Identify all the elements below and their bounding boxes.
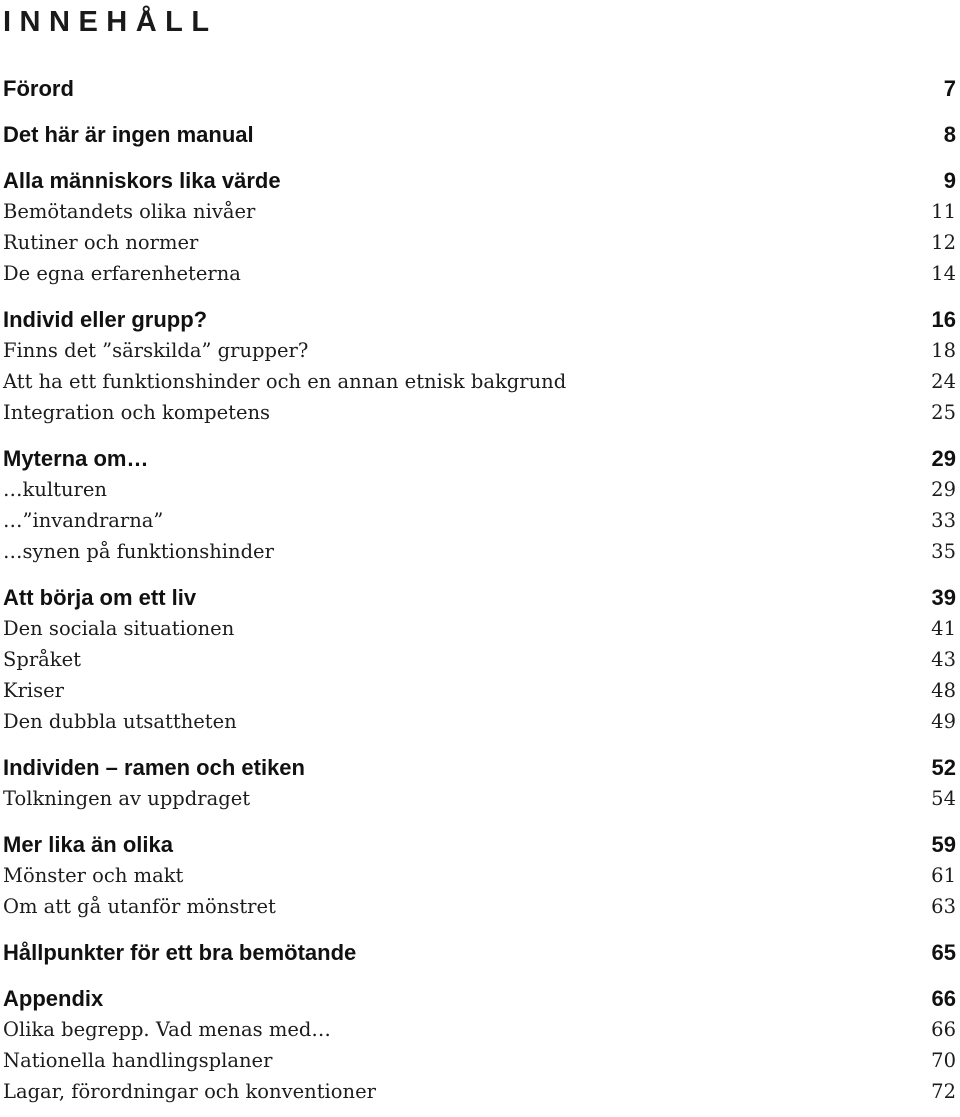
- toc-section-row: [3, 783, 956, 814]
- toc-section-row: [3, 613, 956, 644]
- toc-entry-title: Förord: [3, 76, 74, 101]
- toc-page-number: 61: [931, 864, 956, 887]
- toc-section-row: [3, 335, 956, 366]
- toc-section-row: [3, 1014, 956, 1045]
- toc-page-number: 63: [931, 895, 956, 918]
- toc-section-row: [3, 1076, 956, 1107]
- toc-entry-title: Finns det ”särskilda” grupper?: [3, 339, 309, 362]
- toc-chapter-row: [3, 753, 956, 783]
- toc-page-number: 24: [931, 370, 956, 393]
- toc-page-number: 72: [931, 1080, 956, 1103]
- toc-entry-title: Den sociala situationen: [3, 617, 235, 640]
- toc-entry-title: Det här är ingen manual: [3, 122, 254, 147]
- toc-entry-title: Nationella handlingsplaner: [3, 1049, 273, 1072]
- toc-page-number: 66: [931, 986, 956, 1011]
- toc-chapter-row: [3, 938, 956, 968]
- toc-entry-title: Om att gå utanför mönstret: [3, 895, 276, 918]
- toc-section-row: [3, 227, 956, 258]
- toc-entry-title: Olika begrepp. Vad menas med…: [3, 1018, 331, 1041]
- toc-page-number: 49: [931, 710, 956, 733]
- page-title: INNEHÅLL: [3, 6, 218, 38]
- toc-page-number: 14: [931, 262, 956, 285]
- toc-page-number: 7: [943, 76, 956, 101]
- toc-chapter-row: [3, 166, 956, 196]
- toc-entry-title: Språket: [3, 648, 81, 671]
- toc-entry-title: …synen på funktionshinder: [3, 540, 274, 563]
- toc-page-number: 43: [931, 648, 956, 671]
- toc-entry-title: Hållpunkter för ett bra bemötande: [3, 940, 357, 965]
- toc-section-row: [3, 860, 956, 891]
- toc-chapter-row: [3, 444, 956, 474]
- toc-entry-title: Att ha ett funktionshinder och en annan etnisk bakgrund: [3, 370, 567, 393]
- toc-section-row: [3, 366, 956, 397]
- toc-section-row: [3, 397, 956, 428]
- toc-page-number: 29: [931, 446, 956, 471]
- toc-page-number: 48: [931, 679, 956, 702]
- toc-page-number: 59: [931, 832, 956, 857]
- toc-section-row: [3, 644, 956, 675]
- toc-entry-title: Individen – ramen och etiken: [3, 755, 305, 780]
- toc-page-number: 70: [931, 1049, 956, 1072]
- toc-section-row: [3, 536, 956, 567]
- toc-section-row: [3, 196, 956, 227]
- toc-page-number: 9: [943, 168, 956, 193]
- toc-chapter-row: [3, 830, 956, 860]
- toc-page-number: 65: [931, 940, 956, 965]
- toc-page-number: 29: [931, 478, 956, 501]
- toc-entry-title: Mönster och makt: [3, 864, 184, 887]
- toc-page-number: 18: [931, 339, 956, 362]
- toc-entry-title: …kulturen: [3, 478, 107, 501]
- toc-entry-title: De egna erfarenheterna: [3, 262, 241, 285]
- toc-page-number: 25: [931, 401, 956, 424]
- toc-page-number: 41: [931, 617, 956, 640]
- toc-page-number: 8: [943, 122, 956, 147]
- toc-section-row: [3, 258, 956, 289]
- toc-chapter-row: [3, 984, 956, 1014]
- toc-page-number: 52: [931, 755, 956, 780]
- toc-entry-title: Den dubbla utsattheten: [3, 710, 237, 733]
- table-of-contents: [3, 72, 956, 1107]
- toc-entry-title: Integration och kompetens: [3, 401, 271, 424]
- toc-entry-title: Alla människors lika värde: [3, 168, 281, 193]
- toc-page-number: 54: [931, 787, 956, 810]
- toc-section-row: [3, 1045, 956, 1076]
- toc-section-row: [3, 891, 956, 922]
- toc-chapter-row: [3, 305, 956, 335]
- toc-page-number: 16: [931, 307, 956, 332]
- toc-entry-title: Bemötandets olika nivåer: [3, 200, 256, 223]
- toc-entry-title: Myterna om…: [3, 446, 149, 471]
- toc-page-number: 33: [931, 509, 956, 532]
- toc-entry-title: Tolkningen av uppdraget: [3, 787, 251, 810]
- toc-page-number: 12: [931, 231, 956, 254]
- toc-entry-title: Rutiner och normer: [3, 231, 199, 254]
- toc-page-number: 11: [931, 200, 956, 223]
- toc-chapter-row: [3, 583, 956, 613]
- toc-chapter-row: [3, 120, 956, 150]
- toc-entry-title: Appendix: [3, 986, 104, 1011]
- toc-entry-title: Lagar, förordningar och konventioner: [3, 1080, 376, 1103]
- toc-page-number: 35: [931, 540, 956, 563]
- toc-chapter-row: [3, 74, 956, 104]
- toc-page-number: 66: [931, 1018, 956, 1041]
- toc-entry-title: Kriser: [3, 679, 64, 702]
- toc-section-row: [3, 505, 956, 536]
- toc-section-row: [3, 706, 956, 737]
- toc-section-row: [3, 474, 956, 505]
- toc-page-number: 39: [931, 585, 956, 610]
- toc-entry-title: Mer lika än olika: [3, 832, 173, 857]
- toc-section-row: [3, 675, 956, 706]
- toc-entry-title: Individ eller grupp?: [3, 307, 208, 332]
- toc-entry-title: …”invandrarna”: [3, 509, 164, 532]
- toc-entry-title: Att börja om ett liv: [3, 585, 197, 610]
